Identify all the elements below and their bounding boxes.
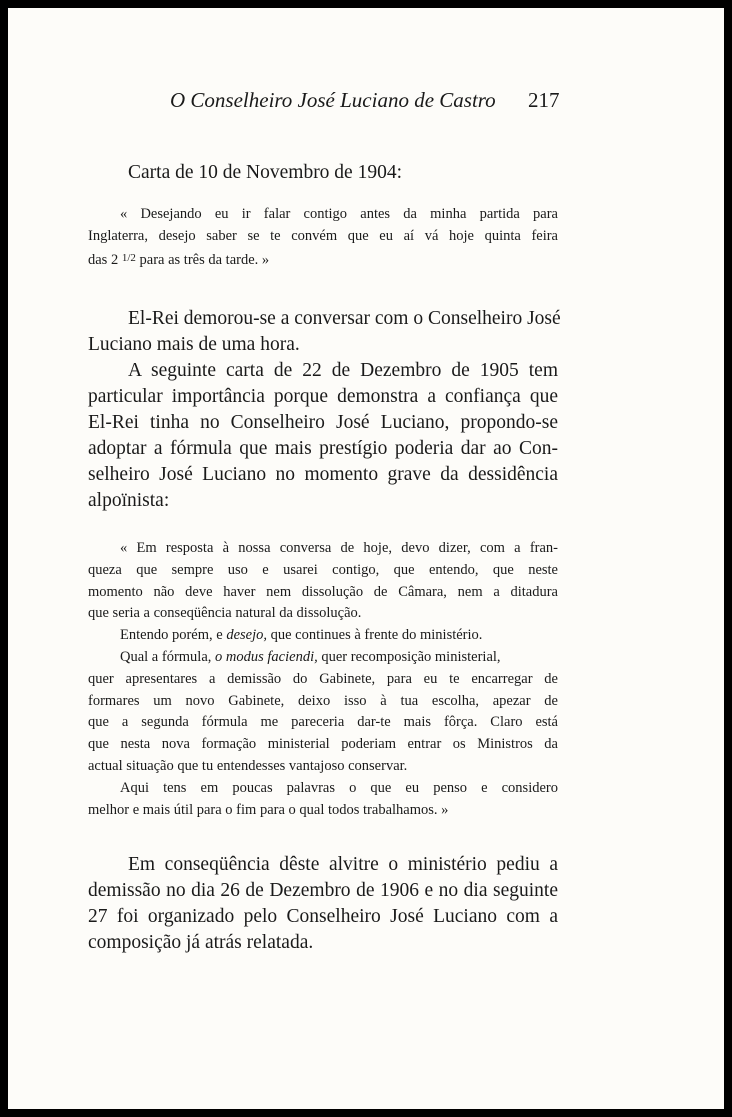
fraction: 1/2: [121, 251, 136, 264]
letter-1-line: « Desejando eu ir falar contigo antes da minha partida para: [120, 206, 558, 222]
paragraph-line: El-Rei tinha no Conselheiro José Luciano, propondo-se: [88, 412, 558, 433]
paragraph-line: alpoïnista:: [88, 490, 170, 511]
letter-2-line: queza que sempre uso e usarei contigo, que entendo, que neste: [88, 561, 558, 578]
letter-2-line: actual situação que tu entendesses vantajoso conservar.: [88, 757, 408, 774]
paragraph-line: composição já atrás relatada.: [88, 932, 314, 953]
letter-heading: Carta de 10 de Novembro de 1904:: [128, 162, 403, 183]
letter-2-line: que a segunda fórmula me pareceria dar-te mais fôrça. Claro está: [88, 714, 558, 731]
paragraph-line: particular importância porque demonstra a confiança que: [88, 386, 558, 407]
letter-2-line: que seria a conseqüência natural da dissolução.: [88, 605, 362, 622]
paragraph-1: [88, 306, 561, 358]
page-number: 217: [528, 88, 560, 112]
paragraph-line: demissão no dia 26 de Dezembro de 1906 e no dia seguinte: [88, 880, 558, 901]
letter-2-line: formares um novo Gabinete, deixo isso à tua escolha, apezar de: [88, 692, 558, 709]
running-title: O Conselheiro José Luciano de Castro: [170, 88, 496, 112]
paragraph-line: Em conseqüência dêste alvitre o ministério pediu a: [128, 854, 558, 875]
paragraph-line: A seguinte carta de 22 de Dezembro de 1905 tem: [128, 360, 558, 381]
letter-2-line: que nesta nova formação ministerial poderiam entrar os Ministros da: [88, 736, 558, 753]
book-page: [8, 8, 724, 1109]
letter-1-line: das 2 $^{1/2}$ para as três da tarde. »: [88, 251, 270, 268]
letter-2-line: Aqui tens em poucas palavras o que eu penso e considero: [120, 779, 558, 796]
paragraph-line: El-Rei demorou-se a conversar com o Conselheiro José: [128, 308, 561, 329]
paragraph-line: Luciano mais de uma hora.: [88, 334, 300, 355]
letter-1: [88, 204, 558, 271]
letter-2-line: « Em resposta à nossa conversa de hoje, devo dizer, com a fran-: [120, 540, 558, 556]
letter-2-line: Qual a fórmula, o modus faciendi, quer recomposição ministerial,: [120, 648, 501, 665]
page-header: [8, 88, 724, 118]
letter-2-line: melhor e mais útil para o fim para o qual todos trabalhamos. »: [88, 801, 449, 818]
paragraph-2: [88, 358, 558, 514]
letter-2-line: Entendo porém, e desejo, que continues à frente do ministério.: [120, 627, 483, 644]
letter-2: [88, 538, 558, 821]
paragraph-line: 27 foi organizado pelo Conselheiro José Luciano com a: [88, 906, 558, 927]
paragraph-3: [88, 852, 558, 956]
paragraph-line: selheiro José Luciano no momento grave da dessidência: [88, 464, 558, 485]
letter-2-line: quer apresentares a demissão do Gabinete, para eu te encarregar de: [88, 670, 558, 687]
paragraph-line: adoptar a fórmula que mais prestígio poderia dar ao Con-: [88, 438, 558, 459]
letter-2-line: momento não deve haver nem dissolução de Câmara, nem a ditadura: [88, 583, 558, 600]
letter-1-line: Inglaterra, desejo saber se te convém que eu aí vá hoje quinta feira: [88, 227, 558, 244]
